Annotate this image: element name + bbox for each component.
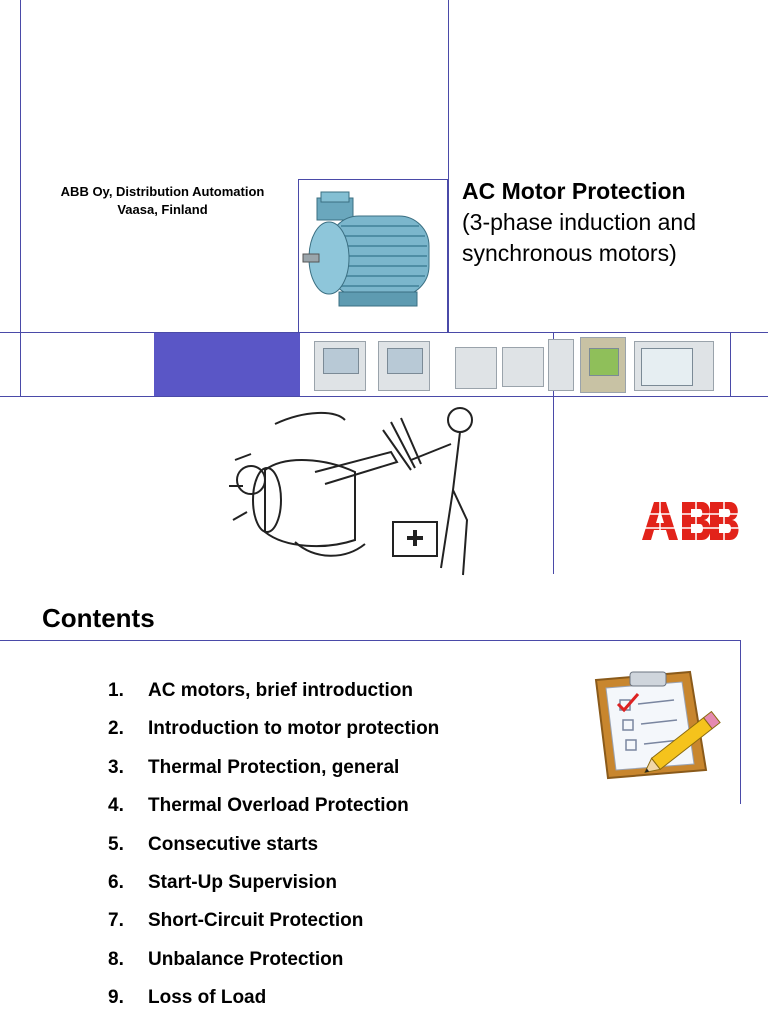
relay-device-3: [455, 347, 497, 389]
frame-line-center: [448, 0, 449, 332]
contents-item: [108, 757, 439, 795]
relay-devices-strip: [300, 333, 730, 396]
contents-item-label: AC motors, brief introduction: [148, 680, 413, 701]
motor-image: [298, 179, 448, 332]
abb-logo: [640, 500, 742, 542]
contents-item: [108, 872, 439, 910]
contents-item: [108, 795, 439, 833]
relay-device-7: [634, 341, 714, 391]
contents-item-label: Thermal Protection, general: [148, 756, 400, 778]
subtitle-line1: (3-phase induction and: [462, 209, 696, 235]
frame-line-bottom: [0, 396, 768, 397]
cartoon-illustration: [215, 400, 490, 585]
contents-item: [108, 834, 439, 872]
contents-item-label: Introduction to motor protection: [148, 718, 440, 740]
relay-device-1: [314, 341, 366, 391]
contents-item: [108, 680, 439, 718]
accent-block: [154, 333, 300, 396]
contents-item-number: 9.: [108, 987, 124, 1009]
contents-item-number: 7.: [108, 910, 124, 932]
contents-item: [108, 718, 439, 756]
relay-device-5: [548, 339, 574, 391]
frame-line-far-right: [730, 332, 731, 396]
contents-rule: [0, 640, 740, 641]
company-location: Vaasa, Finland: [117, 202, 208, 217]
company-info: [30, 183, 295, 219]
contents-item: [108, 987, 439, 1025]
contents-heading: Contents: [42, 603, 155, 633]
contents-item-label: Thermal Overload Protection: [148, 795, 409, 817]
contents-item-label: Short-Circuit Protection: [148, 910, 364, 932]
contents-item-label: Loss of Load: [148, 987, 267, 1009]
relay-device-4: [502, 347, 544, 387]
contents-item-label: Start-Up Supervision: [148, 871, 337, 893]
clipboard-checklist-icon: [578, 660, 728, 785]
contents-list: [108, 680, 439, 1026]
company-name: ABB Oy, Distribution Automation: [60, 184, 265, 199]
contents-item: [108, 910, 439, 948]
frame-line-left: [20, 0, 21, 396]
contents-item-label: Consecutive starts: [148, 833, 319, 855]
contents-item-number: 5.: [108, 833, 124, 855]
contents-item-number: 4.: [108, 795, 124, 817]
subtitle-line2: synchronous motors): [462, 240, 677, 266]
contents-item-number: 1.: [108, 680, 124, 701]
contents-item-number: 6.: [108, 871, 124, 893]
contents-item-label: Unbalance Protection: [148, 948, 344, 970]
slide-subtitle: [462, 207, 762, 269]
contents-item-number: 2.: [108, 718, 124, 740]
contents-item: [108, 949, 439, 987]
contents-right-line: [740, 640, 741, 804]
relay-device-6: [580, 337, 626, 393]
contents-item-number: 8.: [108, 948, 124, 970]
relay-device-2: [378, 341, 430, 391]
contents-item-number: 3.: [108, 756, 124, 778]
slide-title: AC Motor Protection: [462, 178, 686, 204]
